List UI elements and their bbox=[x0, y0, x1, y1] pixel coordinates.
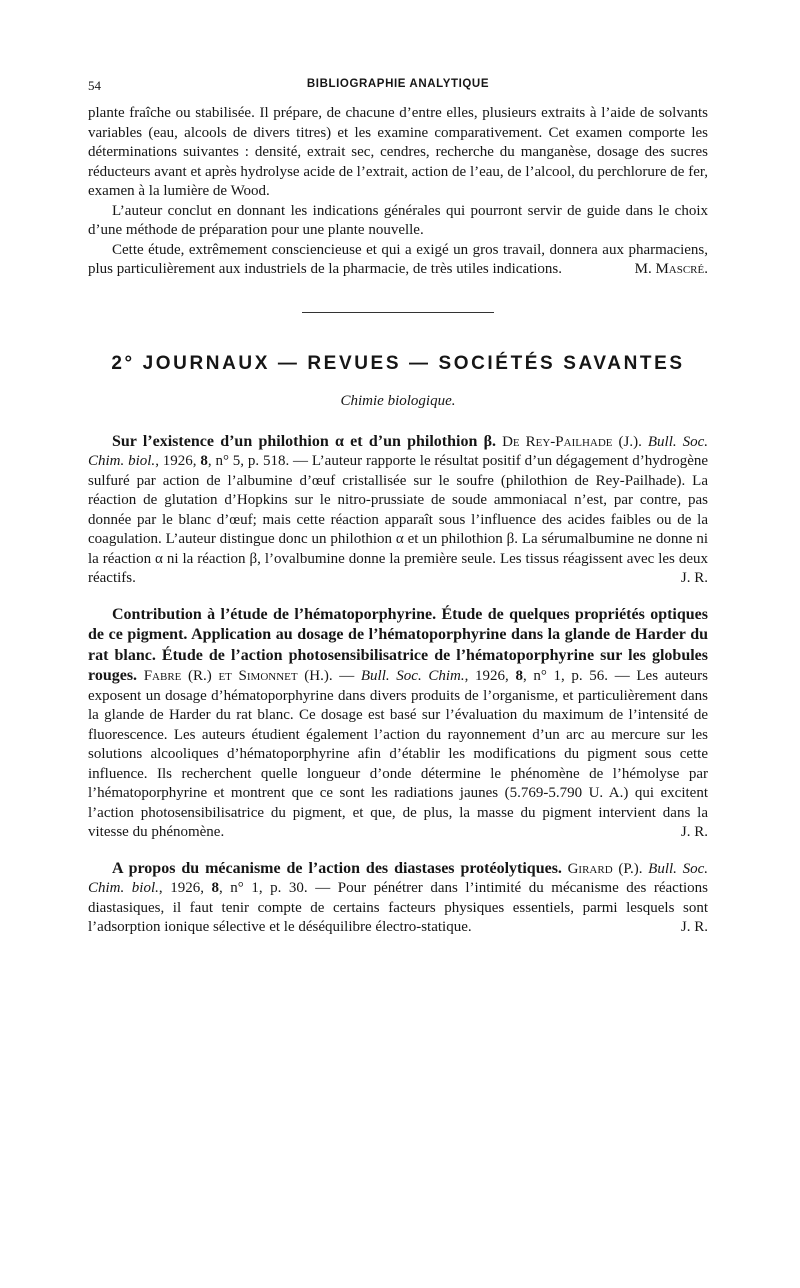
review-signature: M. Mascré. bbox=[634, 261, 708, 277]
article-title: Sur l’existence d’un philothion α et d’un philothion β. bbox=[112, 432, 497, 450]
article-entry bbox=[88, 432, 708, 589]
article-pages: , n° 5, p. 518. — bbox=[207, 453, 312, 469]
page-number: 54 bbox=[88, 78, 101, 93]
intro-paragraph-2: L’auteur conclut en donnant les indications générales qui pourront servir de guide dans le choix d’une méthode de préparation pour une plante nouvelle. bbox=[88, 202, 708, 238]
article-authors: Fabre (R.) et Simonnet (H.). bbox=[143, 668, 333, 684]
article-title: Contribution à l’étude de l’hématoporphyrine. Étude de quelques propriétés optiques de ce pigment. Application au dosage de l’hématoporphyrine dans la glande de Harder du rat blanc. Étude de l’action photosensibilisatrice de l’hématoporphyrine sur les globules rouges. bbox=[88, 605, 708, 684]
article-entry: Contribution à l’étude de l’hématoporphyrine. Étude de quelques propriétés optiques de ce pigment. Application au dosage de l’hématoporphyrine dans la glande de Harder du rat blanc. Étude de l’action photosensibilisatrice de l’hématoporphyrine sur les globules rouges. Fabre (R.) et Simonnet (H.). — Bull. Soc. Chim., 1926, 8, n° 1, p. 56. — Les auteurs exposent un dosage d’hématoporphyrine dans divers produits de l’organisme, et particulièrement dans la glande de Harder du rat blanc. Ce dosage est basé sur l’évaluation du maximum de l’intensité de fluorescence. Les auteurs étudient également l’action du rayonnement d’un arc au mercure sur les solutions alcooliques d’hématoporphyrine afin d’établir les modifications du pigment sous cette influence. Ils recherchent quelle longueur d’onde détermine le phénomène de l’hémolyse par l’hématoporphyrine et montrent que ce sont les radiations jaunes (5.769-5.790 U. A.) qui excitent l’action photosensibilisatrice du pigment, et que, de plus, la masse du pigment intervient dans la vitesse du phénomène. J. R. bbox=[88, 605, 708, 843]
abstract-initials: J. R. bbox=[680, 824, 708, 840]
abstract-initials: J. R. bbox=[680, 919, 708, 935]
document-page bbox=[88, 78, 708, 938]
article-pages: , n° 1, p. 56. — bbox=[522, 668, 637, 684]
article-abstract: L’auteur rapporte le résultat positif d’un dégagement d’hydrogène sulfuré par action de l’albumine d’œuf cristallisée sur le soufre (philothion de Rey-Pailhade). La réaction de glutation d’Hopkins sur le nitro-prussiate de soude ammoniacal n’est, par contre, pas donnée par le blanc d’œuf; mais cette réaction apparaît sous l’influence des acides faibles ou de la coagulation. L’auteur distingue donc un philothion α et un philothion β. La sérumalbumine ne donne ni la réaction α ni la réaction β, l’ovalbumine donne la première seule. Les tissus réagissent avec les deux réactifs. bbox=[88, 453, 709, 586]
article-title: A propos du mécanisme de l’action des diastases protéolytiques. bbox=[112, 859, 562, 877]
article-pages: , n° 1, p. 30. — bbox=[218, 880, 338, 896]
article-authors: De Rey-Pailhade (J.). bbox=[502, 433, 642, 450]
intro-paragraph-3 bbox=[88, 241, 708, 280]
article-journal: Bull. Soc. Chim. bbox=[360, 668, 465, 684]
article-abstract: Pour pénétrer dans l’intimité du mécanisme des réactions diastasiques, il faut tenir compte de certains facteurs physiques essentiels, parmi lesquels sont l’adsorption ionique sélective et le déséquilibre électro-statique. bbox=[88, 880, 708, 935]
section-heading: 2° JOURNAUX — REVUES — SOCIÉTÉS SAVANTES bbox=[111, 352, 685, 374]
section-divider bbox=[302, 312, 494, 313]
article-year: , 1926, bbox=[464, 668, 516, 684]
article-year: , 1926, bbox=[155, 453, 201, 469]
article-year: , 1926, bbox=[158, 880, 212, 896]
running-title: BIBLIOGRAPHIE ANALYTIQUE bbox=[306, 78, 490, 90]
intro-paragraph-3-text: Cette étude, extrêmement consciencieuse et qui a exigé un gros travail, donnera aux pharmaciens, plus particulièrement aux industriels de la pharmacie, de très utiles indications. bbox=[88, 241, 708, 277]
intro-paragraph-1: plante fraîche ou stabilisée. Il prépare, de chacune d’entre elles, plusieurs extraits à l’aide de solvants variables (eau, alcools de divers titres) et les examine comparativement. Cet examen comporte les déterminations suivantes : densité, extrait sec, cendres, recherche du manganèse, dosage des sucres réducteurs avant et après hydrolyse acide de l’extrait, action de l’eau, de l’alcool, du perchlorure de fer, examen à la lumière de Wood. bbox=[88, 105, 708, 199]
article-volume: 8 bbox=[211, 880, 219, 896]
article-volume: 8 bbox=[515, 668, 523, 684]
article-volume: 8 bbox=[200, 453, 208, 469]
article-abstract: Les auteurs exposent un dosage d’hématoporphyrine dans divers produits de l’organisme, et particulièrement dans la glande de Harder du rat blanc. Ce dosage est basé sur l’évaluation du maximum de l’intensité de fluorescence. Les auteurs étudient également l’action du rayonnement d’un arc au mercure sur les solutions alcooliques d’hématoporphyrine afin d’établir les modifications du pigment sous cette influence. Ils recherchent quelle longueur d’onde détermine le phénomène de l’hémolyse par l’hématoporphyrine et montrent que ce sont les radiations jaunes (5.769-5.790 U. A.) qui excitent l’action photosensibilisatrice du pigment, et que, de plus, la masse du pigment intervient dans la vitesse du phénomène. bbox=[88, 668, 709, 840]
running-header bbox=[88, 78, 708, 100]
article-authors: Girard (P.). bbox=[567, 860, 643, 877]
abstract-initials: J. R. bbox=[680, 570, 708, 586]
article-journal: Bull. Soc. Chim. biol. bbox=[88, 433, 709, 469]
article-entry bbox=[88, 859, 708, 938]
article-journal: Bull. Soc. Chim. biol. bbox=[88, 860, 708, 896]
subsection-heading: Chimie biologique. bbox=[340, 392, 456, 409]
